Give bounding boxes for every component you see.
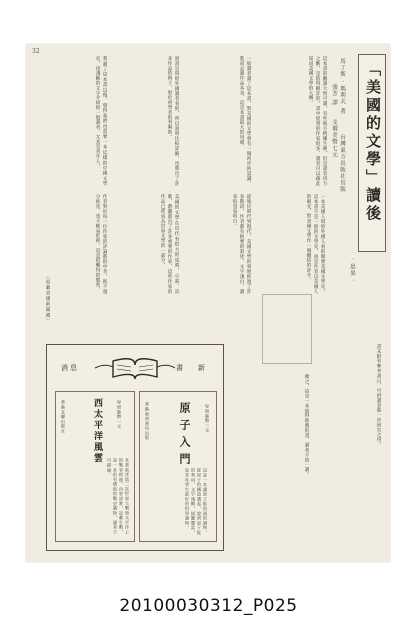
ad-book-pacific (55, 391, 135, 542)
article-author: · 思果 · (349, 258, 355, 282)
article-title: 「美國的文學」讀後 (364, 61, 382, 223)
body-column-4: 一般讀者讀了這本書，對美國的文學會有一個初步的認識，進而去讀作品本身，這是本書最大的用處。 (239, 56, 251, 186)
body-column-9: 書末附有參考書目，可供讀者進一步研究之用。 (376, 344, 381, 447)
ad-book-atom-description: 這是一本講原子能的通俗讀物，從原子的構造講起，說到原子能的利用，文字淺顯，插圖豐富，是青年學生最好的科學讀物。 (185, 468, 208, 536)
body-column-2: 從殖民時代到現代，美國文學的發展經過了許多階段，作者都有扼要的敍述，文字淺白，讀來很容易明白。 (232, 194, 251, 294)
body-column-8: 作者對於每一位作家的評論都很中肯，既不過分推崇，也不輕易貶抑，這是很難得的態度。 (95, 194, 107, 294)
body-column-1: 一本美國人寫給外國人看的簡要美國文學史。這本書不是一般的文學史，而是作者以美國人的眼光，對美國文學作一個概括的評介。 (306, 194, 325, 294)
body-column-6: 我讀了這本書以後，覺得我們也需要一本這樣的中國文學史，用淺顯的文字介紹給一般讀者，尤其是青年人。 (95, 56, 107, 186)
article-title-box (358, 54, 386, 252)
ad-book-atom (139, 391, 217, 542)
ad-banner (55, 351, 215, 385)
ad-book-pacific-price: 每冊港幣一元 (117, 400, 122, 429)
inline-quote-box (262, 294, 312, 364)
ad-book-pacific-publisher: 香港友聯出版社 (61, 400, 66, 434)
new-books-ad (46, 344, 224, 551)
ad-header-left: 消息 (61, 364, 79, 372)
ad-book-pacific-title: 西太平洋風雲 (92, 398, 102, 464)
image-caption: 20100030312_P025 (119, 596, 298, 616)
ad-book-atom-price: 每冊港幣二元 (205, 404, 210, 433)
open-book-icon (55, 351, 215, 385)
body-column-7: 美國的文學在近代有很大的成就，小說、詩歌、戲劇都出了許多重要的作家，這些作家的作品已經成為世界文學的一部分。 (160, 194, 179, 294)
translator-info: 張芳 譯 支價美幣七元 (331, 84, 337, 159)
book-info: 馬丁斯 · 瑪利夫 著 台灣東方出版社出版 (339, 58, 345, 193)
scanned-page (26, 44, 390, 562)
ad-header-mid: 書 (176, 364, 185, 372)
body-column-10: 總之，這是一本值得推薦的書，讀者不妨一讀。 (304, 374, 309, 477)
ad-book-atom-title: 原子入門 (178, 402, 191, 470)
body-column-5: 原書是寫給外國讀者看的，所以說明比較詳細，也舉出了許多作品的例子，對於初學者很有幫助。 (167, 56, 179, 186)
article-footnote: （原載美國新聞處） (45, 274, 50, 324)
page-number: 32 (32, 48, 40, 55)
ad-book-atom-publisher: 香港東南書局出版 (145, 402, 150, 441)
ad-book-pacific-description: 本書敍述第二次世界大戰時太平洋上的戰爭經過，內容詳實，記載生動，是一本很有價值的戰史讀物，讀者不可錯過。 (107, 458, 130, 535)
ad-header-right: 新 (198, 364, 207, 372)
body-column-3: 這本書的翻譯大致可讀，有些地方稍嫌生硬，但是譯者用力之勤，是值得稱許的。書中提到的作家很多，讀者可以藉此知道美國文學的大概。 (308, 56, 327, 186)
